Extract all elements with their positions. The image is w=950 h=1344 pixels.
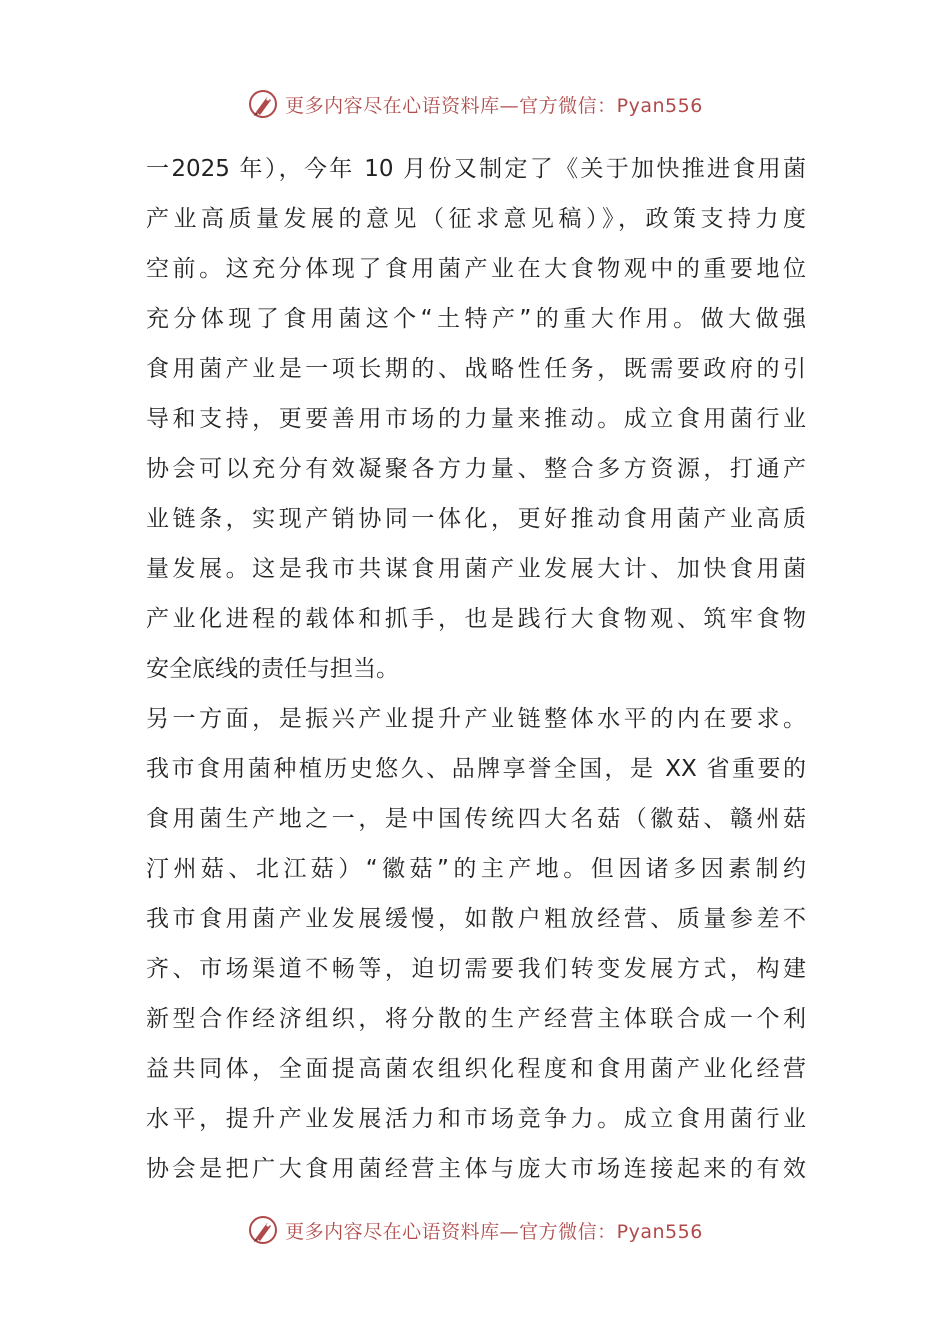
body-line: 食用菌生产地之一，是中国传统四大名菇（徽菇、赣州菇: [146, 806, 806, 832]
body-line: 食用菌产业是一项长期的、战略性任务，既需要政府的引: [146, 356, 806, 382]
body-line: 协会是把广大食用菌经营主体与庞大市场连接起来的有效: [146, 1156, 806, 1182]
document-body: [146, 144, 806, 1194]
pen-nib-logo-icon: [247, 1214, 279, 1246]
body-line: 我市食用菌产业发展缓慢，如散户粗放经营、质量参差不: [146, 906, 806, 932]
body-line: 充分体现了食用菌这个“土特产”的重大作用。做大做强: [146, 306, 806, 332]
body-line: 一2025 年），今年 10 月份又制定了《关于加快推进食用菌: [146, 156, 806, 182]
body-line: 业链条，实现产销协同一体化，更好推动食用菌产业高质: [146, 506, 806, 532]
body-line: 安全底线的责任与担当。: [146, 656, 399, 682]
body-line: 空前。这充分体现了食用菌产业在大食物观中的重要地位: [146, 256, 806, 282]
pen-nib-logo-icon: [247, 88, 279, 120]
body-line: 我市食用菌种植历史悠久、品牌享誉全国，是 XX 省重要的: [146, 756, 806, 782]
body-line: 益共同体，全面提高菌农组织化程度和食用菌产业化经营: [146, 1056, 806, 1082]
body-line: 另一方面，是振兴产业提升产业链整体水平的内在要求。: [146, 706, 806, 732]
body-line: 产业高质量发展的意见（征求意见稿）》，政策支持力度: [146, 206, 806, 232]
body-line: 量发展。这是我市共谋食用菌产业发展大计、加快食用菌: [146, 556, 806, 582]
body-line: 汀州菇、北江菇）“徽菇”的主产地。但因诸多因素制约: [146, 856, 806, 882]
body-line: 导和支持，更要善用市场的力量来推动。成立食用菌行业: [146, 406, 806, 432]
body-line: 水平，提升产业发展活力和市场竞争力。成立食用菌行业: [146, 1106, 806, 1132]
footer-banner-text: 更多内容尽在心语资料库—官方微信：Pyan556: [285, 1220, 703, 1243]
body-line: 新型合作经济组织，将分散的生产经营主体联合成一个利: [146, 1006, 806, 1032]
header-banner: [0, 84, 950, 124]
body-line: 产业化进程的载体和抓手，也是践行大食物观、筑牢食物: [146, 606, 806, 632]
header-banner-text: 更多内容尽在心语资料库—官方微信：Pyan556: [285, 94, 703, 117]
body-line: 协会可以充分有效凝聚各方力量、整合多方资源，打通产: [146, 456, 806, 482]
body-line: 齐、市场渠道不畅等，迫切需要我们转变发展方式，构建: [146, 956, 806, 982]
footer-banner: [0, 1210, 950, 1250]
